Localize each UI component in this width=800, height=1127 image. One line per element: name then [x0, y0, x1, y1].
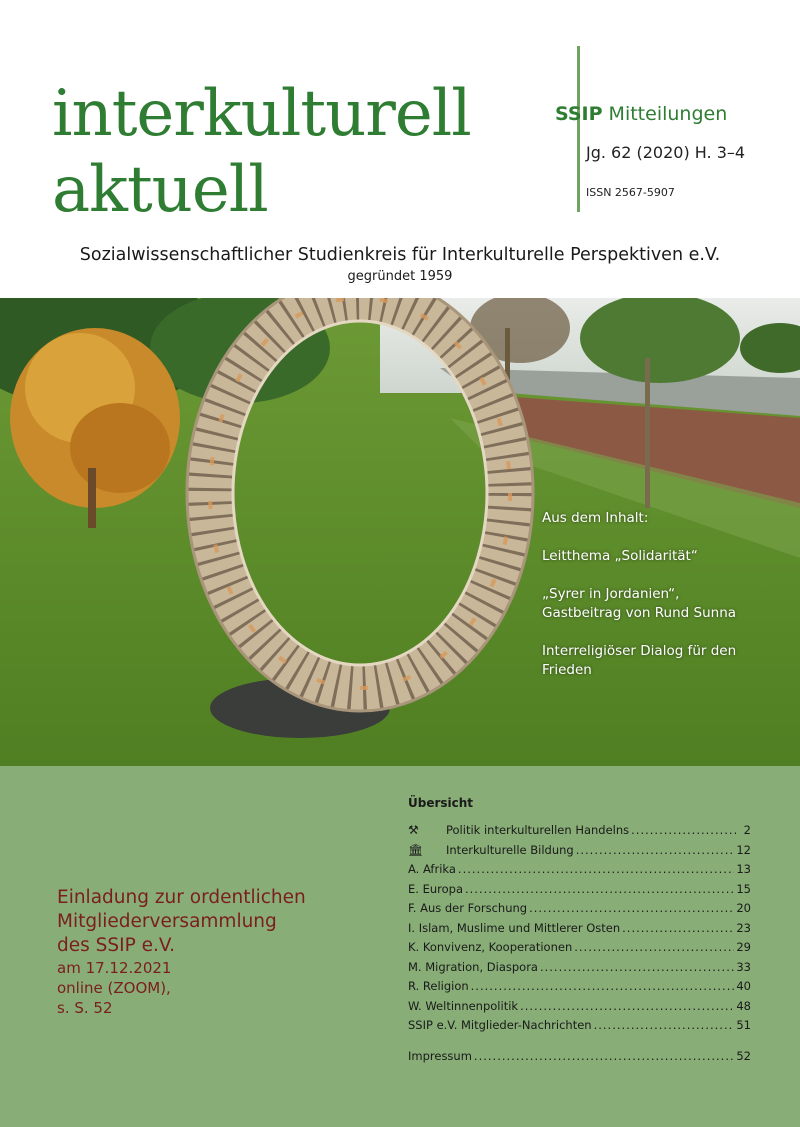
invitation-page-ref: s. S. 52 [57, 999, 113, 1017]
invitation-venue: online (ZOOM), [57, 979, 171, 997]
toc-entry-label: K. Konvivenz, Kooperationen [408, 940, 573, 954]
invitation-date: am 17.12.2021 [57, 959, 172, 977]
toc-entry-page: 12 [736, 842, 751, 857]
contents-item: Frieden [542, 662, 592, 678]
toc-entry-page: 33 [736, 959, 751, 974]
magazine-title-line2: aktuell [52, 153, 268, 227]
contents-item: Gastbeitrag von Rund Sunna [542, 605, 737, 621]
toc-entry-page: 23 [736, 920, 751, 935]
toc-entry[interactable] [408, 843, 751, 863]
toc-entry-label: M. Migration, Diaspora [408, 959, 538, 974]
toc-entry[interactable] [408, 1049, 751, 1069]
toc-entry-label: I. Islam, Muslime und Mittlerer Osten [408, 920, 621, 935]
toc-entry-page: 48 [736, 998, 751, 1013]
invitation-line: des SSIP e.V. [57, 935, 176, 956]
invitation-line: Einladung zur ordentlichen [57, 887, 306, 908]
toc-leader [458, 862, 734, 876]
contents-item: Interreligiöser Dialog für den [542, 643, 737, 659]
overview-heading: Übersicht [408, 796, 474, 810]
toc-entry-label: Politik interkulturellen Handelns [446, 823, 630, 837]
invitation-line: Mitgliederversammlung [57, 911, 277, 932]
toc-leader [529, 901, 734, 915]
series-name [555, 103, 727, 125]
toc-entry-page: 2 [743, 823, 751, 837]
invitation-notice [57, 886, 306, 1018]
magazine-title-line1: interkulturell [52, 77, 471, 151]
founded-year: gegründet 1959 [347, 269, 453, 284]
toc-entry-label: F. Aus der Forschung [408, 901, 528, 915]
toc-entry[interactable] [408, 823, 751, 843]
contents-item: „Syrer in Jordanien“, [542, 586, 680, 602]
toc-entry[interactable] [408, 901, 751, 921]
issn: ISSN 2567-5907 [586, 186, 675, 199]
toc-entry[interactable] [408, 999, 751, 1019]
contents-heading: Aus dem Inhalt: [542, 510, 649, 526]
overview-toc [408, 796, 751, 1068]
toc-leader [576, 843, 735, 857]
publisher-subtitle: Sozialwissenschaftlicher Studienkreis für Interkulturelle Perspektiven e.V. [79, 245, 721, 265]
masthead-divider [577, 46, 580, 212]
toc-leader [574, 940, 734, 954]
toc-entry-page: 15 [736, 881, 751, 896]
toc-entry[interactable] [408, 882, 751, 902]
series-name-rest: Mitteilungen [602, 103, 728, 125]
toc-entry-page: 51 [736, 1018, 751, 1032]
toc-entry-label: SSIP e.V. Mitglieder-Nachrichten [408, 1018, 592, 1032]
toc-entry-label: Impressum [408, 1048, 472, 1063]
toc-leader [474, 1049, 734, 1063]
toc-leader [520, 999, 734, 1013]
toc-leader [465, 882, 734, 896]
toc-entry-page: 40 [736, 979, 751, 993]
toc-entry-label: R. Religion [408, 979, 469, 993]
toc-entry-page: 52 [736, 1048, 751, 1063]
toc-entry-label: A. Afrika [408, 862, 456, 876]
toc-entry[interactable] [408, 1018, 751, 1038]
toc-entry[interactable] [408, 921, 751, 941]
toc-leader [622, 921, 734, 935]
contents-item: Leitthema „Solidarität“ [542, 548, 698, 564]
toc-entry-label: Interkulturelle Bildung [446, 842, 574, 857]
issue-number: Jg. 62 (2020) H. 3–4 [586, 143, 746, 162]
toc-leader [631, 823, 737, 837]
toc-entry[interactable] [408, 960, 751, 980]
toc-entry-label: E. Europa [408, 881, 463, 896]
toc-entry-page: 13 [736, 862, 751, 876]
hammer-icon: ⚒ [408, 823, 419, 837]
toc-leader [540, 960, 734, 974]
toc-entry[interactable] [408, 940, 751, 960]
series-name-bold: SSIP [555, 103, 603, 125]
toc-leader [471, 979, 735, 993]
toc-entry[interactable] [408, 862, 751, 882]
building-icon: 🏛 [408, 842, 424, 857]
toc-entry-page: 29 [736, 940, 751, 954]
toc-entry[interactable] [408, 979, 751, 999]
toc-leader [594, 1018, 735, 1032]
contents-box [542, 509, 736, 680]
toc-entry-page: 20 [736, 901, 751, 915]
toc-entry-label: W. Weltinnenpolitik [408, 998, 519, 1013]
